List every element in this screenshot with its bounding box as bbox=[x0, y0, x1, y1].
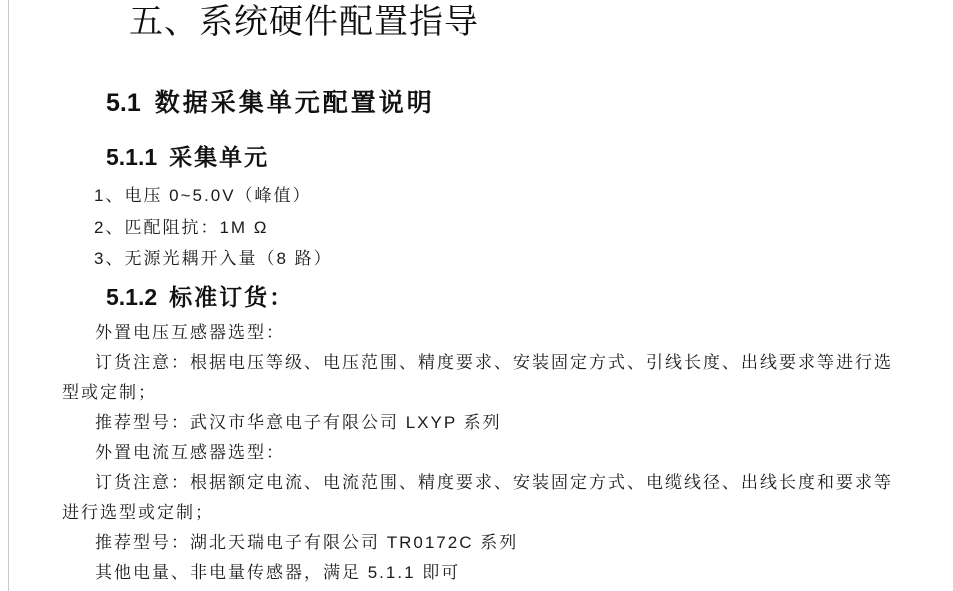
body-paragraph: 其他电量、非电量传感器，满足 5.1.1 即可 bbox=[95, 563, 461, 582]
spec-list-item: 3、无源光耦开入量（8 路） bbox=[94, 249, 333, 268]
section-heading-5-1 bbox=[106, 87, 435, 119]
spec-list-item: 1、电压 0~5.0V（峰值） bbox=[94, 186, 312, 205]
body-text-block bbox=[62, 318, 902, 588]
body-paragraph: 外置电流互感器选型： bbox=[95, 443, 285, 462]
section-title: 标准订货： bbox=[169, 285, 295, 310]
section-title: 采集单元 bbox=[169, 145, 270, 170]
body-paragraph: 推荐型号：武汉市华意电子有限公司 LXYP 系列 bbox=[95, 413, 502, 432]
body-paragraph: 订货注意：根据额定电流、电流范围、精度要求、安装固定方式、电缆线径、出线长度和要求等进行选型或定制； bbox=[62, 473, 893, 522]
body-paragraph: 外置电压互感器选型： bbox=[95, 323, 285, 342]
page-edge-line bbox=[8, 0, 9, 591]
body-paragraph: 推荐型号：湖北天瑞电子有限公司 TR0172C 系列 bbox=[95, 533, 519, 552]
spec-list bbox=[94, 180, 333, 275]
section-number: 5.1.2 bbox=[106, 284, 158, 310]
section-number: 5.1.1 bbox=[106, 144, 158, 170]
section-heading-5-1-2 bbox=[106, 282, 294, 313]
section-title: 数据采集单元配置说明 bbox=[154, 89, 435, 117]
chapter-heading: 五、系统硬件配置指导 bbox=[129, 4, 479, 41]
spec-list-item: 2、匹配阻抗：1M Ω bbox=[94, 217, 269, 237]
section-heading-5-1-1 bbox=[106, 142, 269, 173]
body-paragraph: 订货注意：根据电压等级、电压范围、精度要求、安装固定方式、引线长度、出线要求等进行选型或定制； bbox=[62, 353, 893, 402]
section-number: 5.1 bbox=[106, 89, 141, 117]
